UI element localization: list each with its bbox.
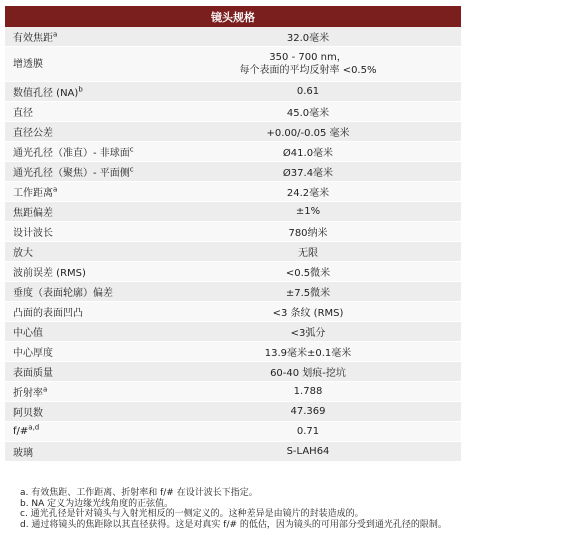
table-row (5, 362, 461, 382)
spec-value: <3 条纹 (RMS) (272, 308, 344, 319)
spec-label-cell (5, 302, 155, 322)
table-row (5, 82, 461, 102)
spec-label: 数值孔径 (NA) (13, 88, 79, 99)
spec-label: 阿贝数 (13, 408, 43, 419)
spec-value: <3弧分 (290, 328, 326, 339)
spec-value: 350 - 700 nm， (269, 52, 347, 63)
spec-value: ±1% (295, 206, 321, 217)
spec-value: 24.2毫米 (286, 188, 330, 199)
spec-value: ±7.5微米 (285, 288, 331, 299)
table-row (5, 27, 461, 47)
spec-value: S-LAH64 (286, 446, 330, 457)
spec-value-cell (155, 282, 461, 302)
spec-value: 60-40 划痕-挖坑 (270, 368, 346, 379)
spec-value-cell (155, 362, 461, 382)
spec-label: 工作距离 (13, 188, 53, 199)
spec-value-line2: 每个表面的平均反射率 <0.5% (239, 65, 377, 76)
spec-value-cell (155, 342, 461, 362)
spec-label-cell (5, 162, 155, 182)
footnote-marker: a (53, 185, 58, 194)
spec-value: 780纳米 (288, 228, 328, 239)
spec-label: 中心厚度 (13, 348, 53, 359)
spec-label-cell (5, 262, 155, 282)
lens-spec-table (5, 6, 461, 462)
table-row (5, 382, 461, 402)
spec-value-cell (155, 222, 461, 242)
spec-label: 增透膜 (13, 58, 43, 70)
spec-label: 直径 (13, 108, 33, 119)
footnote-marker: a (53, 30, 58, 39)
table-row (5, 162, 461, 182)
spec-label: 表面质量 (13, 368, 53, 379)
spec-value-cell (155, 422, 461, 442)
table-row (5, 442, 461, 462)
spec-value-cell (155, 102, 461, 122)
table-row (5, 262, 461, 282)
spec-value: 1.788 (293, 386, 323, 397)
spec-value: Ø41.0毫米 (282, 148, 334, 159)
spec-value-cell (155, 27, 461, 47)
spec-value: 无限 (298, 248, 318, 259)
spec-value-cell (155, 162, 461, 182)
footnote-a: a. 有效焦距、工作距离、折射率和 f/# 在设计波长下指定。 (20, 488, 258, 498)
spec-value: +0.00/-0.05 毫米 (266, 128, 350, 139)
spec-value: 13.9毫米±0.1毫米 (264, 348, 352, 359)
spec-value-cell (155, 182, 461, 202)
spec-label-cell (5, 47, 155, 82)
spec-value: Ø37.4毫米 (282, 168, 334, 179)
spec-label-cell (5, 342, 155, 362)
spec-label-cell (5, 322, 155, 342)
spec-value-cell (155, 202, 461, 222)
spec-value-cell (155, 302, 461, 322)
spec-label-cell (5, 182, 155, 202)
table-row (5, 122, 461, 142)
spec-value-cell (155, 402, 461, 422)
spec-value-cell (155, 47, 461, 82)
table-row (5, 322, 461, 342)
spec-value-cell (155, 262, 461, 282)
spec-label: 垂度（表面轮廓）偏差 (13, 288, 113, 299)
spec-value-cell (155, 142, 461, 162)
spec-label-cell (5, 282, 155, 302)
table-row (5, 142, 461, 162)
spec-value-cell (155, 382, 461, 402)
spec-label: 玻璃 (13, 448, 33, 459)
spec-label: 折射率 (13, 388, 43, 399)
spec-value-cell (155, 442, 461, 462)
table-row (5, 342, 461, 362)
spec-label: 凸面的表面凹凸 (13, 308, 83, 319)
footnotes (20, 488, 560, 530)
footnote-c: c. 通光孔径是针对镜头与入射光相反的一侧定义的。这种差异是由镜片的封装造成的。 (20, 509, 364, 519)
footnote-marker: c (129, 145, 134, 154)
spec-label-cell (5, 402, 155, 422)
table-row (5, 302, 461, 322)
spec-label-cell (5, 142, 155, 162)
spec-label: 有效焦距 (13, 33, 53, 44)
spec-label-cell (5, 122, 155, 142)
table-title: 镜头规格 (5, 6, 461, 27)
spec-label: 通光孔径（准直）- 非球面 (13, 148, 130, 159)
spec-label-cell (5, 102, 155, 122)
footnote-d: d. 通过将镜头的焦距除以其直径获得。这是对真实 f/# 的低估，因为镜头的可用部分受到通光孔径的限制。 (20, 519, 447, 530)
spec-value-cell (155, 122, 461, 142)
table-row (5, 202, 461, 222)
spec-label-cell (5, 362, 155, 382)
spec-label-cell (5, 422, 155, 442)
table-row (5, 422, 461, 442)
lens-spec-table-container (5, 6, 461, 462)
spec-label: 放大 (13, 248, 33, 259)
spec-label-cell (5, 27, 155, 47)
spec-value: 47.369 (290, 406, 326, 417)
spec-value: <0.5微米 (285, 268, 331, 279)
spec-label-cell (5, 382, 155, 402)
spec-value-cell (155, 82, 461, 102)
spec-value: 32.0毫米 (286, 33, 330, 44)
table-row (5, 102, 461, 122)
spec-value-cell (155, 322, 461, 342)
table-row (5, 282, 461, 302)
spec-label-cell (5, 202, 155, 222)
spec-label: 波前误差 (RMS) (13, 268, 86, 279)
spec-value: 0.61 (296, 86, 320, 97)
spec-label: 通光孔径（聚焦）- 平面侧 (13, 168, 130, 179)
table-row (5, 47, 461, 82)
spec-label: 焦距偏差 (13, 208, 53, 219)
spec-label: 直径公差 (13, 128, 53, 139)
spec-label-cell (5, 442, 155, 462)
table-row (5, 182, 461, 202)
spec-value: 45.0毫米 (286, 108, 330, 119)
spec-label: 设计波长 (13, 228, 53, 239)
spec-value: 0.71 (296, 426, 320, 437)
spec-label-cell (5, 222, 155, 242)
table-row (5, 242, 461, 262)
footnote-marker: a,d (28, 423, 40, 432)
footnote-marker: a (43, 385, 48, 394)
spec-label: 中心值 (13, 328, 43, 339)
table-row (5, 222, 461, 242)
footnote-marker: b (78, 85, 83, 94)
spec-label-cell (5, 242, 155, 262)
spec-value-cell (155, 242, 461, 262)
spec-label-cell (5, 82, 155, 102)
table-row (5, 402, 461, 422)
footnote-b: b. NA 定义为边缘光线角度的正弦值。 (20, 498, 174, 509)
spec-label: f/# (13, 426, 29, 437)
footnote-marker: c (129, 165, 134, 174)
spec-rows (5, 27, 461, 462)
